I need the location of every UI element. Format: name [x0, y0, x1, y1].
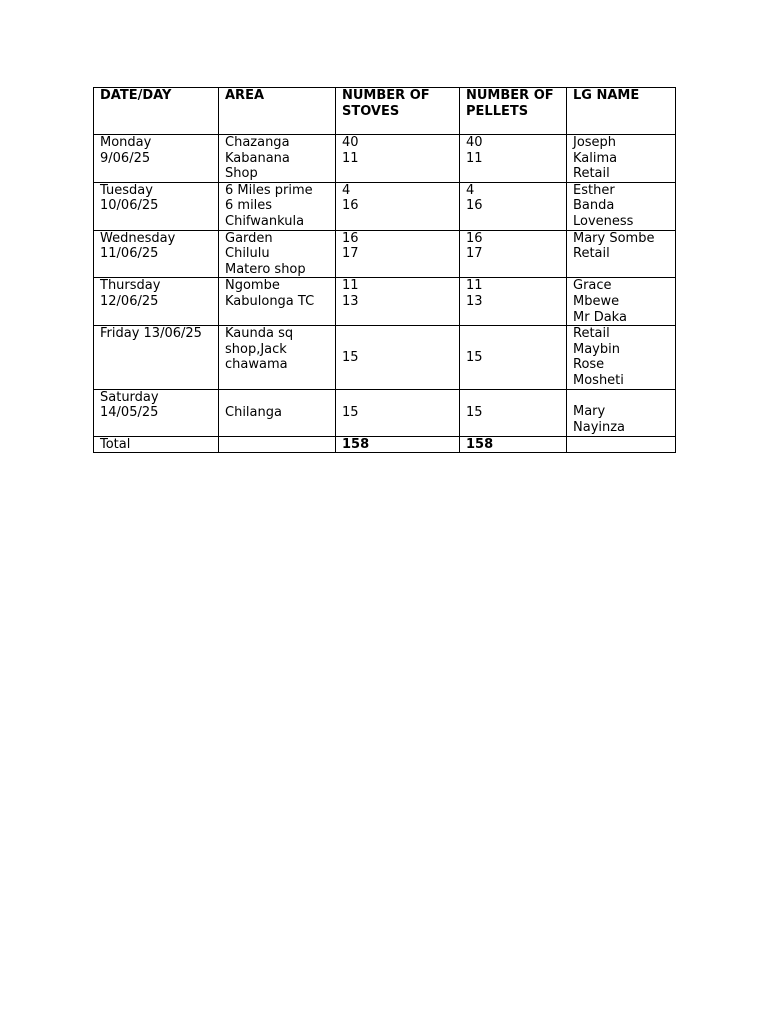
cell-stoves: 15 — [336, 389, 460, 436]
cell-date: Monday 9/06/25 — [94, 135, 219, 183]
cell-stoves: 11 13 — [336, 278, 460, 326]
total-area — [219, 436, 336, 453]
header-lg-name: LG NAME — [567, 88, 676, 135]
cell-pellets: 40 11 — [460, 135, 567, 183]
table-row — [94, 326, 676, 389]
cell-area: Chazanga Kabanana Shop — [219, 135, 336, 183]
cell-area: 6 Miles prime 6 miles Chifwankula — [219, 182, 336, 230]
header-number-of-pellets: NUMBER OF PELLETS — [460, 88, 567, 135]
cell-date: Tuesday 10/06/25 — [94, 182, 219, 230]
header-number-of-stoves: NUMBER OF STOVES — [336, 88, 460, 135]
cell-pellets: 11 13 — [460, 278, 567, 326]
cell-area: Kaunda sq shop,Jack chawama — [219, 326, 336, 389]
table-row — [94, 135, 676, 183]
total-row — [94, 436, 676, 453]
cell-date: Thursday 12/06/25 — [94, 278, 219, 326]
cell-stoves: 15 — [336, 326, 460, 389]
cell-date: Saturday 14/05/25 — [94, 389, 219, 436]
table-header-row — [94, 88, 676, 135]
table-row — [94, 389, 676, 436]
cell-pellets: 16 17 — [460, 230, 567, 278]
table-row — [94, 230, 676, 278]
cell-area: Chilanga — [219, 389, 336, 436]
total-stoves: 158 — [336, 436, 460, 453]
cell-pellets: 15 — [460, 389, 567, 436]
total-pellets: 158 — [460, 436, 567, 453]
cell-date: Wednesday 11/06/25 — [94, 230, 219, 278]
cell-stoves: 40 11 — [336, 135, 460, 183]
cell-area: Ngombe Kabulonga TC — [219, 278, 336, 326]
cell-stoves: 4 16 — [336, 182, 460, 230]
table-row — [94, 278, 676, 326]
total-lg-name — [567, 436, 676, 453]
cell-lg-name: Mary Nayinza — [567, 389, 676, 436]
table-row — [94, 182, 676, 230]
cell-lg-name: Grace Mbewe Mr Daka — [567, 278, 676, 326]
total-label: Total — [94, 436, 219, 453]
cell-pellets: 4 16 — [460, 182, 567, 230]
cell-date: Friday 13/06/25 — [94, 326, 219, 389]
cell-lg-name: Joseph Kalima Retail — [567, 135, 676, 183]
header-area: AREA — [219, 88, 336, 135]
cell-area: Garden Chilulu Matero shop — [219, 230, 336, 278]
cell-pellets: 15 — [460, 326, 567, 389]
header-date-day: DATE/DAY — [94, 88, 219, 135]
cell-lg-name: Retail Maybin Rose Mosheti — [567, 326, 676, 389]
sales-table — [93, 87, 676, 453]
cell-lg-name: Mary Sombe Retail — [567, 230, 676, 278]
cell-lg-name: Esther Banda Loveness — [567, 182, 676, 230]
cell-stoves: 16 17 — [336, 230, 460, 278]
